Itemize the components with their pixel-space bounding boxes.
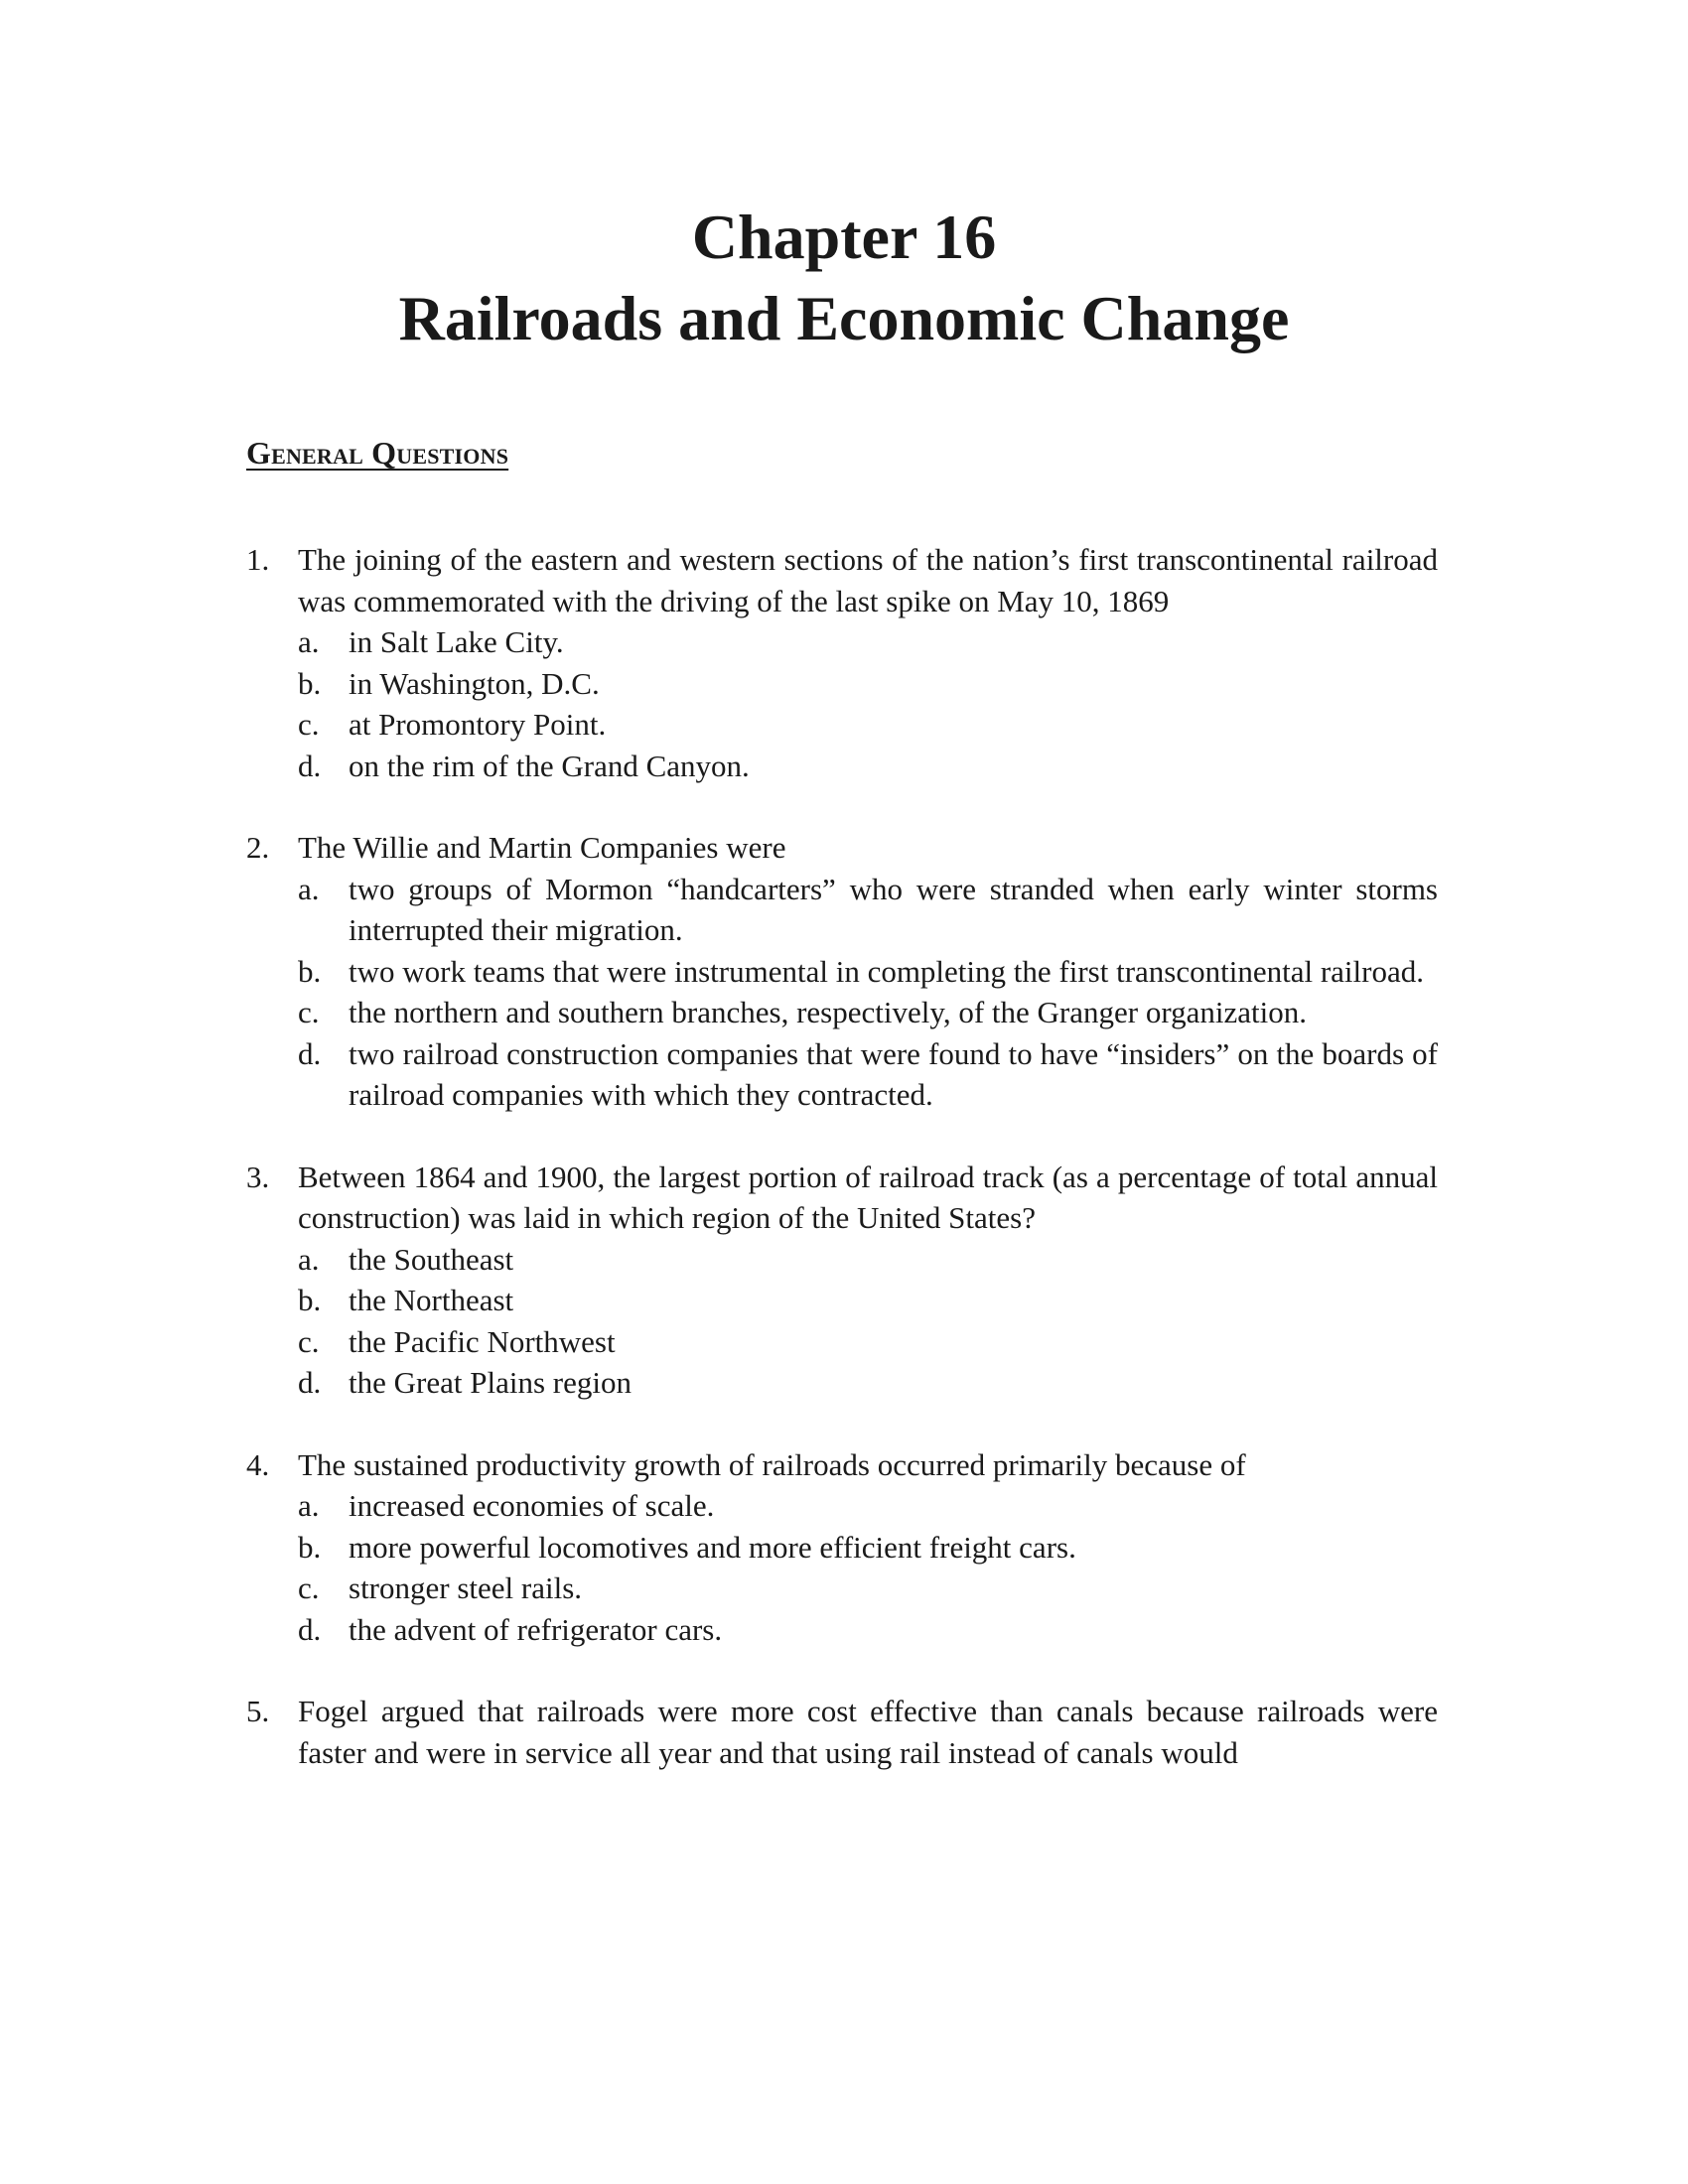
answer-options — [298, 1239, 1438, 1404]
option-text: more powerful locomotives and more efficient freight cars. — [349, 1529, 1076, 1565]
option-text: the Southeast — [349, 1241, 514, 1277]
option-letter: c. — [298, 1570, 320, 1605]
question-number: 5. — [246, 1694, 270, 1728]
question-item — [246, 1157, 1438, 1404]
answer-option — [298, 1485, 1438, 1527]
answer-option — [298, 704, 1438, 746]
question-stem: Between 1864 and 1900, the largest portion of railroad track (as a percentage of total annual construction) was laid in which region of the United States? — [298, 1159, 1438, 1235]
chapter-title — [0, 197, 1688, 359]
option-text: the advent of refrigerator cars. — [349, 1611, 723, 1647]
option-text: in Salt Lake City. — [349, 624, 564, 659]
option-letter: d. — [298, 1035, 322, 1071]
option-letter: d. — [298, 1611, 322, 1647]
option-letter: c. — [298, 1323, 320, 1359]
question-stem: The Willie and Martin Companies were — [298, 830, 786, 865]
answer-option — [298, 1321, 1438, 1363]
question-stem: The joining of the eastern and western sections of the nation’s first transcontinental railroad was commemorated with the driving of the last spike on May 10, 1869 — [298, 542, 1438, 618]
option-text: two work teams that were instrumental in completing the first transcontinental railroad. — [349, 953, 1424, 989]
option-letter: b. — [298, 953, 322, 989]
question-item — [246, 827, 1438, 1116]
answer-option — [298, 1362, 1438, 1404]
option-letter: a. — [298, 624, 320, 659]
option-text: at Promontory Point. — [349, 707, 607, 742]
question-number: 4. — [246, 1446, 270, 1482]
option-letter: b. — [298, 665, 322, 701]
answer-option — [298, 951, 1438, 993]
option-text: the northern and southern branches, respectively, of the Granger organization. — [349, 995, 1307, 1029]
question-number: 2. — [246, 830, 270, 865]
option-text: the Pacific Northwest — [349, 1323, 616, 1359]
answer-option — [298, 621, 1438, 663]
option-letter: b. — [298, 1529, 322, 1565]
option-letter: a. — [298, 1241, 320, 1277]
question-item — [246, 1691, 1438, 1773]
answer-options — [298, 1485, 1438, 1650]
answer-options — [298, 621, 1438, 786]
answer-option — [298, 1568, 1438, 1609]
answer-option — [298, 663, 1438, 705]
option-text: two groups of Mormon “handcarters” who were stranded when early winter storms interrupted their migration. — [349, 871, 1438, 947]
answer-option — [298, 1280, 1438, 1321]
chapter-number: Chapter 16 — [691, 202, 997, 272]
option-letter: c. — [298, 707, 320, 742]
option-letter: a. — [298, 871, 320, 906]
answer-option — [298, 1609, 1438, 1651]
option-text: stronger steel rails. — [349, 1570, 583, 1605]
option-text: increased economies of scale. — [349, 1488, 715, 1523]
answer-option — [298, 1239, 1438, 1281]
option-text: in Washington, D.C. — [349, 665, 600, 701]
question-item — [246, 1444, 1438, 1651]
option-text: on the rim of the Grand Canyon. — [349, 748, 750, 783]
chapter-name: Railroads and Economic Change — [398, 283, 1290, 353]
question-list — [246, 539, 1438, 1814]
question-number: 1. — [246, 542, 270, 577]
option-text: the Northeast — [349, 1283, 514, 1317]
option-text: the Great Plains region — [349, 1365, 632, 1400]
answer-option — [298, 1033, 1438, 1116]
option-letter: a. — [298, 1488, 320, 1523]
answer-option — [298, 1527, 1438, 1569]
option-letter: d. — [298, 1365, 322, 1400]
option-letter: d. — [298, 748, 322, 783]
option-text: two railroad construction companies that were found to have “insiders” on the boards of railroad companies with which they contracted. — [349, 1035, 1438, 1112]
option-letter: c. — [298, 995, 320, 1029]
section-heading: General Questions — [246, 435, 509, 471]
answer-option — [298, 746, 1438, 787]
answer-options — [298, 869, 1438, 1116]
answer-option — [298, 869, 1438, 951]
answer-option — [298, 992, 1438, 1033]
question-stem: Fogel argued that railroads were more cost effective than canals because railroads were faster and were in service all year and that using rail instead of canals would — [298, 1694, 1438, 1770]
question-number: 3. — [246, 1159, 270, 1194]
question-item — [246, 539, 1438, 786]
question-stem: The sustained productivity growth of railroads occurred primarily because of — [298, 1446, 1246, 1482]
option-letter: b. — [298, 1283, 322, 1317]
